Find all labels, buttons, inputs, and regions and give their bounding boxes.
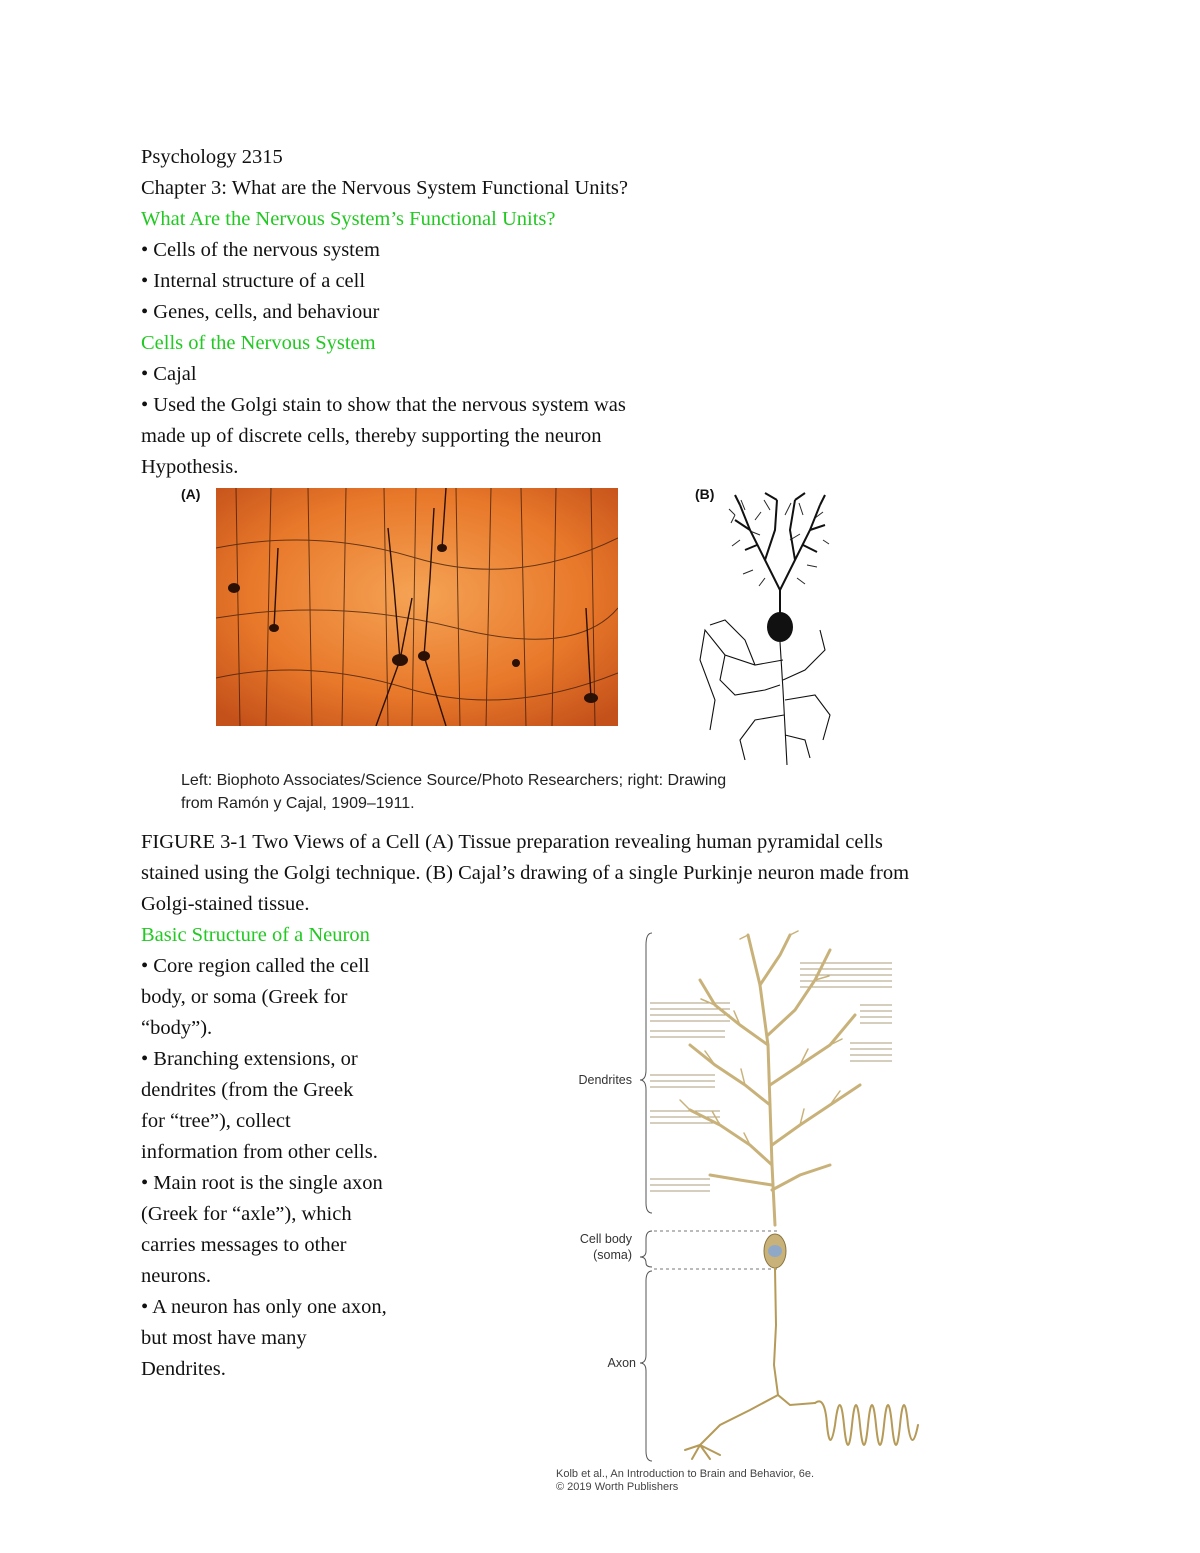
bullet-item: • Cells of the nervous system (141, 239, 380, 261)
body-line: neurons. (141, 1265, 212, 1287)
body-line: • Branching extensions, or (141, 1048, 358, 1070)
figure-caption: FIGURE 3-1 Two Views of a Cell (A) Tissue preparation revealing human pyramidal cells (141, 831, 883, 853)
diagram-credit: © 2019 Worth Publishers (556, 1481, 679, 1493)
body-line: body, or soma (Greek for (141, 986, 348, 1008)
figure-credit: Left: Biophoto Associates/Science Source/Photo Researchers; right: Drawing (181, 772, 727, 789)
body-line: “body”). (141, 1017, 213, 1039)
chapter-title: Chapter 3: What are the Nervous System Functional Units? (141, 177, 628, 199)
course-title: Psychology 2315 (141, 146, 283, 168)
golgi-tissue-image (216, 488, 618, 726)
body-line: information from other cells. (141, 1141, 378, 1163)
bullet-continuation: Hypothesis. (141, 456, 239, 478)
label-soma: (soma) (593, 1248, 632, 1262)
bullet-continuation: made up of discrete cells, thereby supporting the neuron (141, 425, 602, 447)
section-heading-functional-units: What Are the Nervous System’s Functional Units? (141, 208, 556, 230)
body-line: • Main root is the single axon (141, 1172, 383, 1194)
section-heading-cells: Cells of the Nervous System (141, 332, 376, 354)
body-line: • A neuron has only one axon, (141, 1296, 387, 1318)
label-cell-body: Cell body (579, 1232, 632, 1246)
diagram-credit: Kolb et al., An Introduction to Brain and Behavior, 6e. (556, 1468, 815, 1480)
figure-caption: Golgi-stained tissue. (141, 893, 310, 915)
purkinje-neuron-drawing (695, 490, 835, 765)
section-heading-neuron-structure: Basic Structure of a Neuron (141, 924, 370, 946)
body-line: Dendrites. (141, 1358, 226, 1380)
bullet-item: • Used the Golgi stain to show that the nervous system was (141, 394, 626, 416)
bullet-item: • Cajal (141, 363, 197, 385)
bullet-item: • Genes, cells, and behaviour (141, 301, 380, 323)
figure-credit: from Ramón y Cajal, 1909–1911. (181, 795, 415, 812)
panel-label-a: (A) (181, 486, 201, 502)
body-line: dendrites (from the Greek (141, 1079, 354, 1101)
body-line: • Core region called the cell (141, 955, 370, 977)
label-axon: Axon (607, 1356, 636, 1370)
label-dendrites: Dendrites (578, 1073, 632, 1087)
panel-label-b: (B) (695, 486, 715, 502)
body-line: but most have many (141, 1327, 307, 1349)
body-line: (Greek for “axle”), which (141, 1203, 352, 1225)
body-line: for “tree”), collect (141, 1110, 291, 1132)
bullet-item: • Internal structure of a cell (141, 270, 366, 292)
neuron-diagram (630, 925, 930, 1465)
figure-caption: stained using the Golgi technique. (B) Cajal’s drawing of a single Purkinje neuron made from (141, 862, 910, 884)
body-line: carries messages to other (141, 1234, 347, 1256)
